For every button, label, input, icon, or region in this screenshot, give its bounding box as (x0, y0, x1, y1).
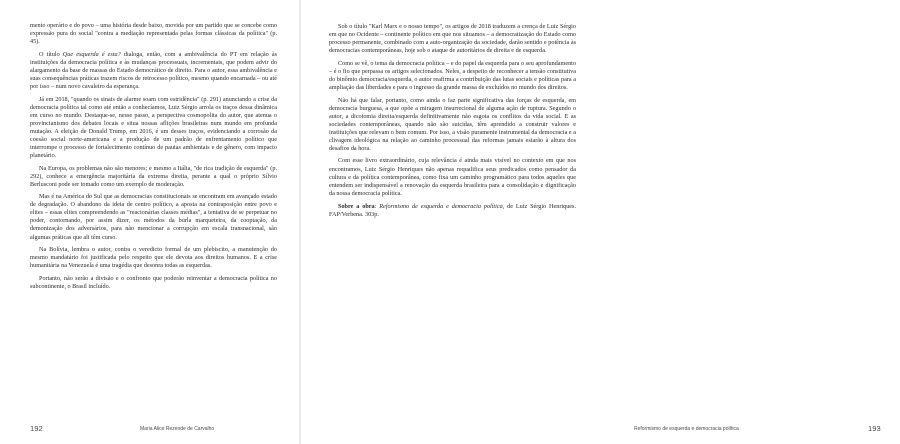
paragraph: Sob o título "Karl Marx e o nosso tempo", os artigos de 2018 traduzem a crença de Luiz Sérgio em que no Ocidente – continente político em que nos situamos – a democratização do Estado como processo permanente, combinado com a auto-organização da sociedade, darão sentido e potência às democracias contemporâneas, hoje sob o ataque de autoritários de direita e de esquerda. (329, 23, 576, 55)
page-number: 193 (868, 424, 881, 433)
right-page-body (329, 23, 576, 223)
book-title-italic: Que esquerda é esta? (62, 50, 121, 58)
paragraph: mento operário e do povo – uma história desde baixo, movida por um partido que se concebe como expressão pura do social "contra a mediação representada pelas formas clássicas da política" (p. 45). (30, 22, 277, 46)
paragraph-text: O título Que esquerda é esta? dialoga, então, com a ambivalência do PT em relação às instituições da democracia política e às mudanças processuais, incrementais, que podem advir do alargamento da base de massas do Estado democrático de direito. Para o autor, essa ambivalência e suas consequências práticas trazem riscos de retrocesso político, mesmo quando encarnada – ou até por isso – num novo cavaleiro da esperança. (30, 50, 277, 90)
page-number: 192 (30, 424, 43, 433)
paragraph (30, 51, 277, 91)
source-details: de Luiz Sérgio Henriques. FAP/Verbena. 303p. (329, 202, 576, 218)
paragraph: Já em 2018, "quando os sinais de alarme soam com estridência" (p. 291) anunciando a crise da democracia política tal como até então a conhecíamos, Luiz Sérgio arrola os traços dessa dinâmica em curso no mundo. Destaque-se, nesse passo, a perspectiva cosmopolita do autor, que atenua o provincianismo dos debates locais e situa nossas aflições brasileiras num mundo em profunda mutação. A eleição de Donald Trump, em 2016, é um desses traços, evidenciando a corrosão da coesão social norte-americana e a produção de um padrão de enfrentamento político que interrompe o processo de fortalecimento contínuo de pautas ambientais e de gênero, com impacto planetário. (30, 95, 277, 159)
paragraph: Portanto, não serão a divisão e o confronto que poderão reinventar a democracia política no subcontinente, o Brasil incluído. (30, 274, 277, 290)
running-head-author: Maria Alice Rezende de Carvalho (140, 426, 215, 432)
paragraph: Como se vê, o tema da democracia política – e do papel da esquerda para o seu aprofundamento – é o fio que perpassa os artigos selecionados. Neles, a despeito de reconhecer a tensão constitutiva do binômio democracia/esquerda, o autor reafirma a contribuição das lutas sociais e políticas para a ampliação das liberdades e para o ingresso da grande massa de excluídos no mundo dos direitos. (329, 59, 576, 91)
paragraph: Na Bolívia, lembra o autor, contra o veredicto formal de um plebiscito, a manutenção do mesmo mandatário foi justificada pelo respeito que ele devota aos direitos humanos. E a crise humanitária na Venezuela é uma tragédia que desonra todas as esquerdas. (30, 246, 277, 270)
left-page-body (30, 22, 277, 296)
source-book-title: Reformismo de esquerda e democracia política, (379, 202, 505, 210)
paragraph: Com esse livro extraordinário, cuja relevância é ainda mais visível no contexto em que nos encontramos, Luiz Sérgio Henriques não apenas requalifica seus predicados como pensador da cultura e da política contemporânea, como fixa um caminho programático para todos aqueles que entendem ser indispensável a renovação da esquerda brasileira para a consolidação e dignificação da nossa democracia política. (329, 157, 576, 197)
running-head-title: Reformismo de esquerda e democracia política (634, 426, 739, 432)
paragraph: Mas é na América do Sul que as democracias constitucionais se encontram em avançado estado de degradação. O abandono da ideia de centro político, a aposta na contraposição entre povo e elites – essas elites compreendendo as "reacionárias classes médias", a tentativa de se perpetuar no poder, contornando, por assim dizer, os métodos da burla marqueteira, da cooptação, da demonização dos adversários, para não mencionar a corrupção em escala transnacional, são algumas práticas que ali têm curso. (30, 193, 277, 241)
source-label: Sobre a obra (338, 202, 375, 210)
left-page (0, 0, 300, 444)
book-source-note: Sobre a obra: Reformismo de esquerda e democracia política, de Luiz Sérgio Henriques. FAP/Verbena. 303p. (329, 202, 576, 218)
paragraph: Não há que falar, portanto, como ainda o faz parte significativa das forças de esquerda, em democracia burguesa, a que opõe a miragem insurrecional de alguma ação de ruptura. Segundo o autor, a dicotomia direita/esquerda definitivamente não esgota os conflitos da vida social. E as sociedades contemporâneas, quando não são suicidas, têm aprendido a construir valores e instituições que relevam o bem comum. Por isso, a visão puramente instrumental da democracia e a clivagem ideológica na relação ao caminho processual das reformas jamais estarão à altura dos desafios da hora. (329, 96, 576, 152)
paragraph: Na Europa, os problemas não são menores; e mesmo a Itália, "de rica tradição de esquerda" (p. 292), conhece a emergência majoritária da extrema direita, perante a qual o próprio Sílvio Berlusconi pode ser tomado como um exemplo de moderação. (30, 164, 277, 188)
right-page (300, 0, 881, 444)
